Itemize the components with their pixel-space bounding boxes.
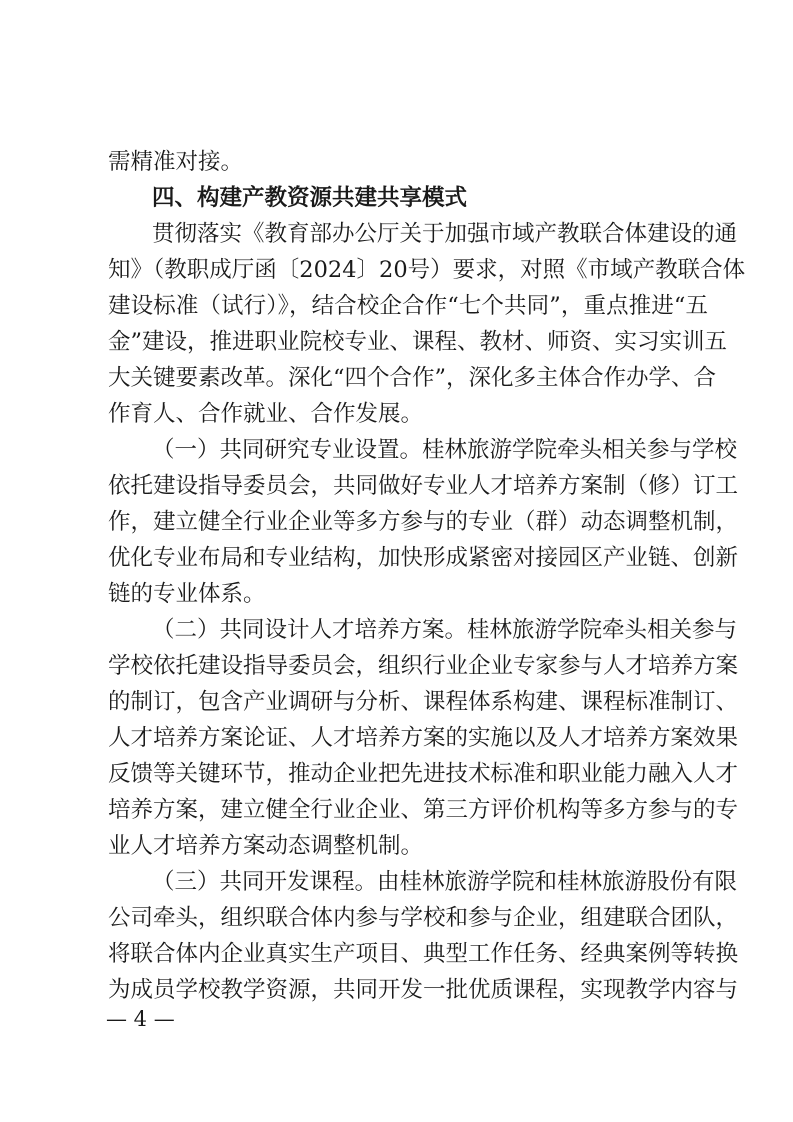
text-line: 贯彻落实《教育部办公厅关于加强市域产教联合体建设的通 — [152, 221, 738, 247]
text-line: 为成员学校教学资源，共同开发一批优质课程，实现教学内容与 — [108, 977, 739, 1003]
text-line: 业人才培养方案动态调整机制。 — [108, 833, 424, 859]
text-line: 需精准对接。 — [108, 149, 244, 175]
text-line: 人才培养方案论证、人才培养方案的实施以及人才培养方案效果 — [108, 725, 739, 751]
text-line: 的制订，包含产业调研与分析、课程体系构建、课程标准制订、 — [108, 689, 739, 715]
section-heading: 四、构建产教资源共建共享模式 — [152, 185, 468, 211]
text-line: 公司牵头，组织联合体内参与学校和参与企业，组建联合团队， — [108, 905, 739, 931]
text-line: 作，建立健全行业企业等多方参与的专业（群）动态调整机制， — [108, 509, 739, 535]
text-line: 金”建设，推进职业院校专业、课程、教材、师资、实习实训五 — [108, 329, 728, 355]
text-line: 反馈等关键环节，推动企业把先进技术标准和职业能力融入人才 — [108, 761, 739, 787]
text-line: 建设标准（试行）》，结合校企合作“七个共同”，重点推进“五 — [108, 293, 708, 319]
text-line: 优化专业布局和专业结构，加快形成紧密对接园区产业链、创新 — [108, 545, 739, 571]
text-line: （三）共同开发课程。由桂林旅游学院和桂林旅游股份有限 — [152, 869, 738, 895]
text-line: 链的专业体系。 — [108, 581, 266, 607]
page-number: — 4 — — [106, 1007, 175, 1031]
text-line: （二）共同设计人才培养方案。桂林旅游学院牵头相关参与 — [152, 617, 738, 643]
text-line: 知》（教职成厅函〔2024〕20号）要求，对照《市域产教联合体 — [108, 257, 746, 283]
text-line: 将联合体内企业真实生产项目、典型工作任务、经典案例等转换 — [108, 941, 739, 967]
text-line: 作育人、合作就业、合作发展。 — [108, 401, 424, 427]
text-line: 培养方案，建立健全行业企业、第三方评价机构等多方参与的专 — [108, 797, 739, 823]
text-line: 大关键要素改革。深化“四个合作”，深化多主体合作办学、合 — [108, 365, 717, 391]
text-line: 学校依托建设指导委员会，组织行业企业专家参与人才培养方案 — [108, 653, 739, 679]
text-line: （一）共同研究专业设置。桂林旅游学院牵头相关参与学校 — [152, 437, 738, 463]
text-line: 依托建设指导委员会，共同做好专业人才培养方案制（修）订工 — [108, 473, 739, 499]
